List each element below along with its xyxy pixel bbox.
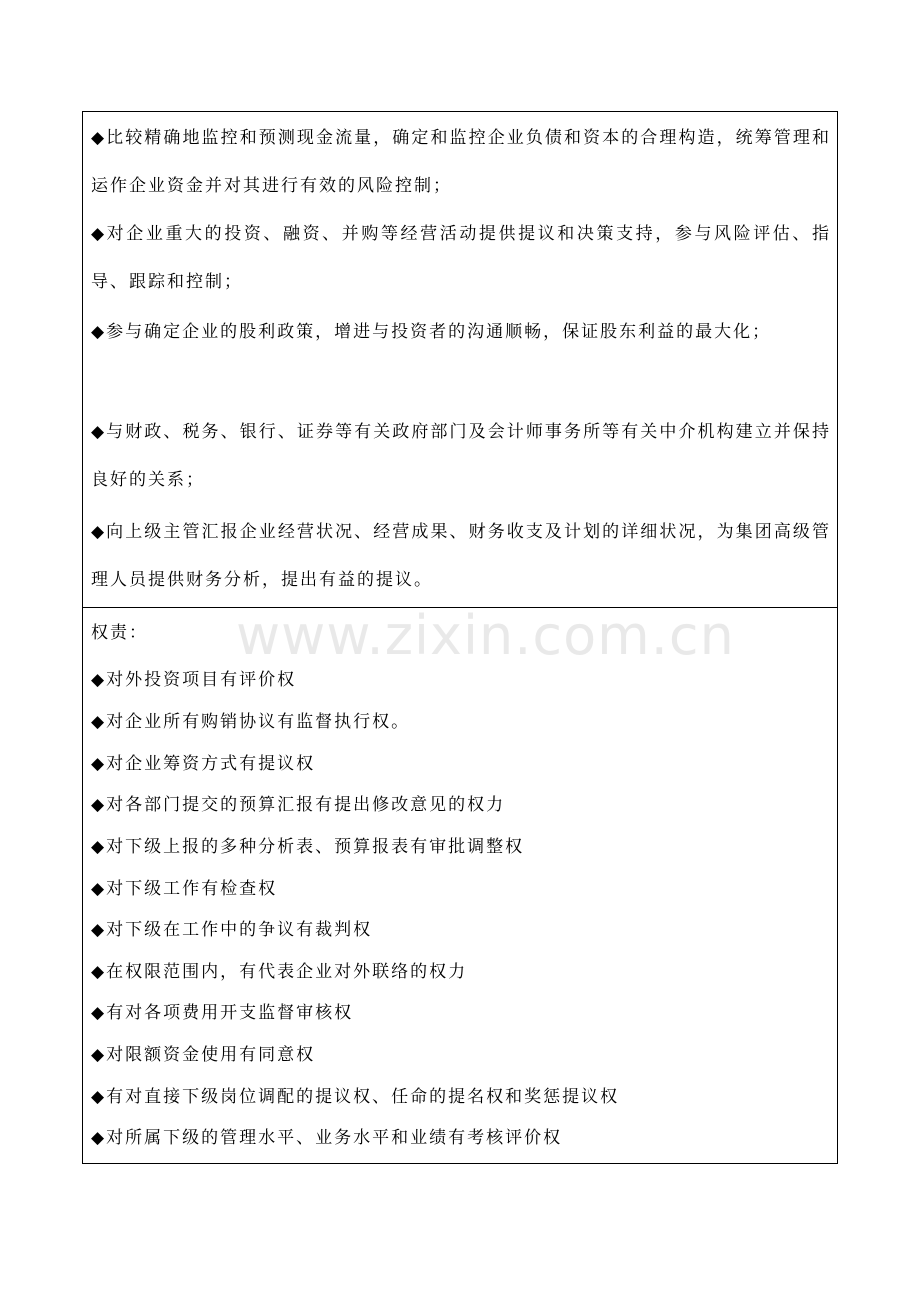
rights-list-item: ◆对所属下级的管理水平、业务水平和业绩有考核评价权 [91,1128,563,1148]
duty-paragraph: ◆与财政、税务、银行、证券等有关政府部门及会计师事务所等有关中介机构建立并保持良好的关系； [91,422,831,490]
watermark-text: www.zixin.com.cn [236,604,735,667]
rights-list-item: ◆有对直接下级岗位调配的提议权、任命的提名权和奖惩提议权 [91,1087,620,1107]
rights-list-item: ◆对限额资金使用有同意权 [91,1045,316,1065]
duty-paragraph: ◆对企业重大的投资、融资、并购等经营活动提供提议和决策支持，参与风险评估、指导、跟踪和控制； [91,224,831,292]
rights-cell [83,608,837,1165]
responsibility-table [82,111,838,1164]
rights-list-item: ◆对企业筹资方式有提议权 [91,754,316,774]
rights-list-item: ◆对下级工作有检查权 [91,879,278,899]
rights-list-item: ◆对企业所有购销协议有监督执行权。 [91,712,411,732]
rights-list-item: ◆对外投资项目有评价权 [91,670,297,690]
rights-list-item: ◆对各部门提交的预算汇报有提出修改意见的权力 [91,795,506,815]
duty-paragraph: ◆比较精确地监控和预测现金流量，确定和监控企业负债和资本的合理构造，统筹管理和运作企业资金并对其进行有效的风险控制； [91,128,831,196]
rights-list-item: ◆对下级上报的多种分析表、预算报表有审批调整权 [91,837,525,857]
rights-list-item: ◆对下级在工作中的争议有裁判权 [91,920,373,940]
duty-paragraph: ◆向上级主管汇报企业经营状况、经营成果、财务收支及计划的详细状况，为集团高级管理人员提供财务分析，提出有益的提议。 [91,522,831,590]
rights-title: 权责： [91,623,148,643]
duty-paragraph: ◆参与确定企业的股利政策，增进与投资者的沟通顺畅，保证股东利益的最大化； [91,322,772,342]
rights-list-item: ◆有对各项费用开支监督审核权 [91,1003,354,1023]
duties-cell [83,112,837,608]
rights-list-item: ◆在权限范围内，有代表企业对外联络的权力 [91,962,468,982]
